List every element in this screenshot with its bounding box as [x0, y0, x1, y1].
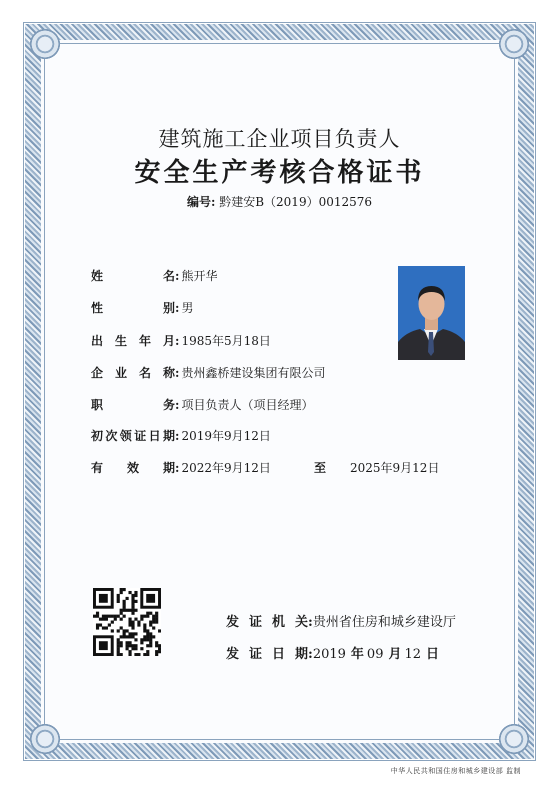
serial-number — [0, 193, 559, 210]
field-value: 贵州鑫桥建设集团有限公司 — [181, 366, 326, 380]
validity-to-label: 至 — [314, 461, 327, 475]
field-gender: 性别: 男 — [91, 301, 194, 315]
qr-code-icon — [93, 588, 161, 656]
field-validity: 有效期: 2022年9月12日 — [91, 461, 271, 475]
issuer-value: 贵州省住房和城乡建设厅 — [312, 615, 456, 630]
corner-ornament-icon — [28, 27, 62, 61]
field-first-issue-date: 初次领证日期: 2019年9月12日 — [91, 429, 271, 443]
certificate-title-line1: 建筑施工企业项目负责人 — [158, 127, 401, 151]
field-label: 职务 — [91, 398, 175, 412]
field-value: 男 — [181, 301, 194, 315]
issue-date: 发证日期:2019 年 09 月 12 日 — [226, 643, 442, 662]
field-value: 项目负责人（项目经理） — [181, 398, 314, 412]
certificate-title-line2: 安全生产考核合格证书 — [134, 158, 425, 188]
issue-date-label: 发证日期 — [226, 647, 308, 662]
field-company: 企业名称: 贵州鑫桥建设集团有限公司 — [91, 366, 326, 380]
field-value: 1985年5月18日 — [181, 334, 271, 348]
field-position: 职务: 项目负责人（项目经理） — [91, 398, 314, 412]
field-label: 性别 — [91, 301, 175, 315]
corner-ornament-icon — [28, 722, 62, 756]
field-label: 有效期 — [91, 461, 175, 475]
field-label: 出生年月 — [91, 334, 175, 348]
serial-value: 黔建安B（2019）0012576 — [219, 195, 373, 209]
field-label: 姓名 — [91, 269, 175, 283]
corner-ornament-icon — [497, 722, 531, 756]
person-portrait-icon — [398, 266, 465, 360]
field-birth: 出生年月: 1985年5月18日 — [91, 334, 271, 348]
field-label: 初次领证日期 — [91, 429, 175, 443]
issuing-authority: 发证机关:贵州省住房和城乡建设厅 — [226, 611, 456, 630]
field-name: 姓名: 熊开华 — [91, 269, 218, 283]
field-value: 2022年9月12日 — [181, 461, 271, 475]
validity-end-date: 2025年9月12日 — [350, 461, 440, 475]
corner-ornament-icon — [497, 27, 531, 61]
supervisor-footer: 中华人民共和国住房和城乡建设部 监制 — [390, 767, 521, 775]
serial-label: 编号: — [186, 195, 216, 209]
issuer-label: 发证机关 — [226, 615, 308, 630]
field-value: 2019年9月12日 — [181, 429, 271, 443]
field-label: 企业名称 — [91, 366, 175, 380]
field-value: 熊开华 — [181, 269, 218, 283]
